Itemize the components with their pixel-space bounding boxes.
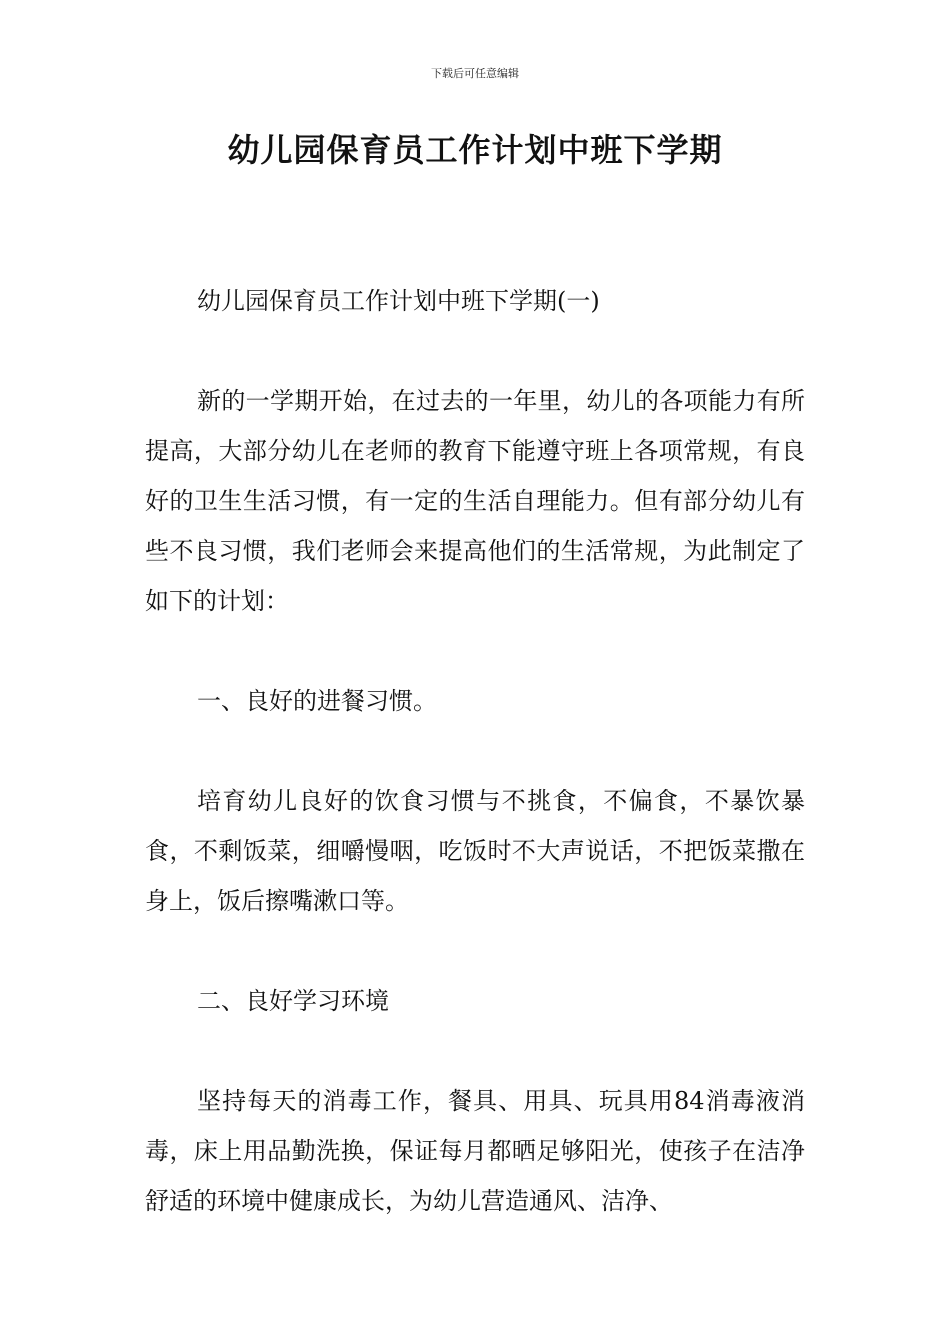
eating-habits-paragraph: 培育幼儿良好的饮食习惯与不挑食，不偏食，不暴饮暴食，不剩饭菜，细嚼慢咽，吃饭时不大声说话，不把饭菜撒在身上，饭后擦嘴漱口等。 <box>145 787 805 915</box>
intro-paragraph: 新的一学期开始，在过去的一年里，幼儿的各项能力有所提高，大部分幼儿在老师的教育下能遵守班上各项常规，有良好的卫生生活习惯，有一定的生活自理能力。但有部分幼儿有些不良习惯，我们老师会来提高他们的生活常规，为此制定了如下的计划： <box>145 387 805 615</box>
section-heading-learning-environment: 二、良好学习环境 <box>197 987 389 1015</box>
header-note: 下载后可任意编辑 <box>431 67 519 80</box>
document-title: 幼儿园保育员工作计划中班下学期 <box>227 131 723 169</box>
section-heading-eating-habits: 一、良好的进餐习惯。 <box>197 687 437 715</box>
document-body <box>145 276 805 1226</box>
subtitle-paragraph: 幼儿园保育员工作计划中班下学期(一) <box>197 287 600 315</box>
learning-environment-paragraph: 坚持每天的消毒工作，餐具、用具、玩具用84消毒液消毒，床上用品勤洗换，保证每月都晒足够阳光，使孩子在洁净舒适的环境中健康成长，为幼儿营造通风、洁净、 <box>145 1087 805 1215</box>
